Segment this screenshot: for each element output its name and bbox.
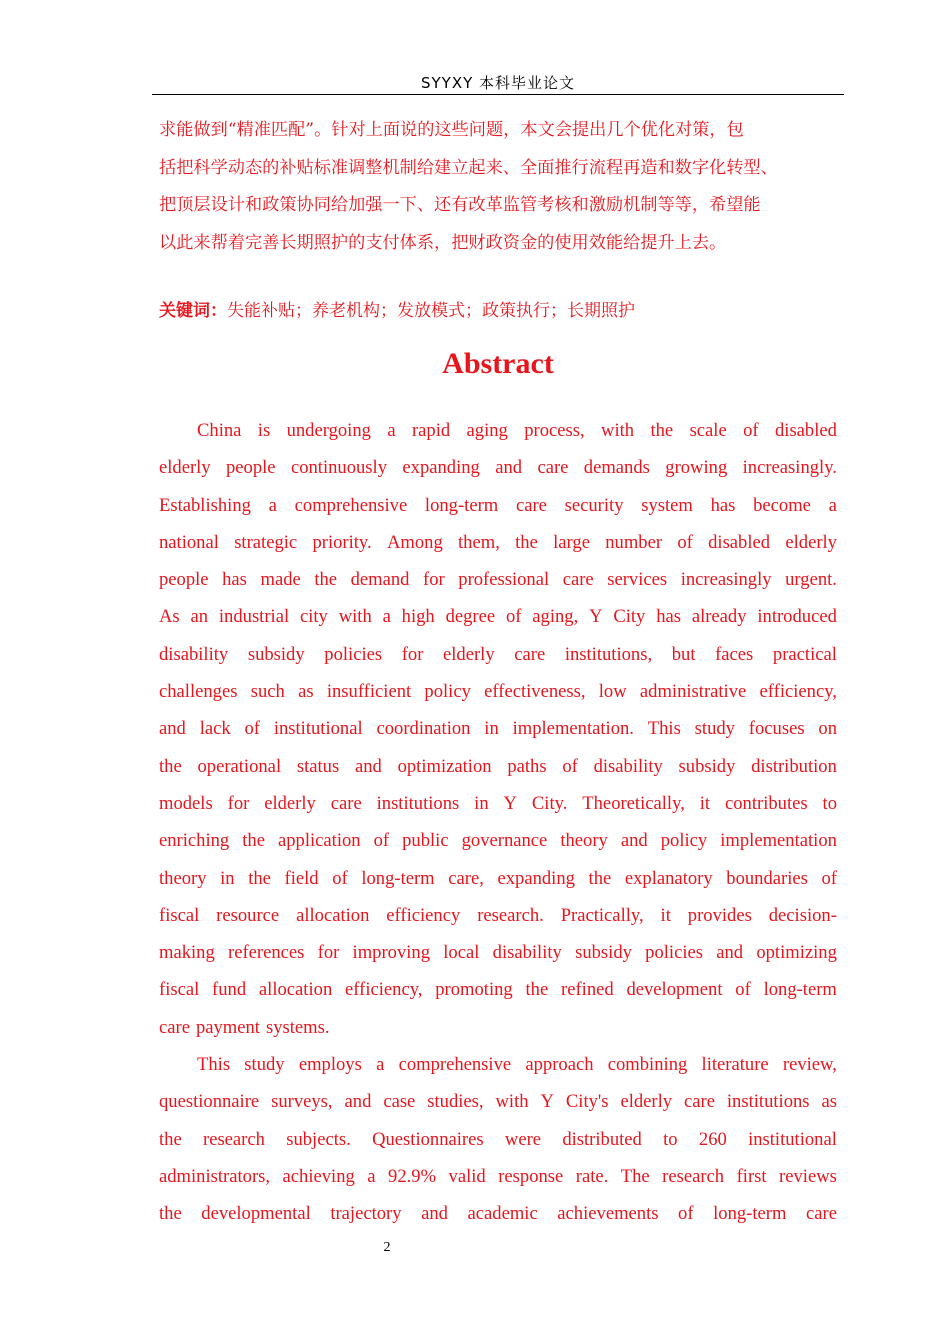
word: elderly [785, 531, 837, 553]
word: optimization [397, 755, 492, 777]
text-line [159, 897, 837, 934]
word: explanatory [624, 867, 713, 889]
text-line [159, 412, 837, 449]
word: elderly [620, 1091, 673, 1113]
word: number [605, 531, 663, 553]
text-line: 把顶层设计和政策协同给加强一下、还有改革监管考核和激励机制等等，希望能 [159, 195, 761, 215]
word: urgent. [785, 569, 837, 591]
word: expanding [402, 457, 480, 479]
keywords-line [159, 296, 635, 326]
word: systems. [265, 1016, 330, 1038]
word: long-term [424, 494, 499, 516]
word: demand [350, 569, 410, 591]
word: aging [466, 420, 508, 441]
word: it [660, 904, 671, 926]
word: for [423, 569, 445, 591]
word: already [691, 606, 747, 628]
word: of [821, 867, 837, 889]
text-line [159, 1158, 837, 1195]
word: research [662, 1165, 725, 1187]
word: governance [461, 830, 548, 852]
text-line [159, 971, 837, 1008]
text-line [159, 1195, 837, 1232]
word: rate. [575, 1165, 609, 1187]
text-line [159, 487, 837, 524]
word: efficiency, [345, 979, 423, 1001]
word: them, [458, 531, 500, 553]
word: policies [645, 942, 703, 964]
word: city [299, 606, 328, 628]
word: case [383, 1091, 416, 1113]
word: practical [772, 643, 837, 665]
word: contributes [725, 792, 808, 814]
text-line [159, 748, 837, 785]
word: of [735, 979, 751, 1001]
word: response [498, 1165, 564, 1187]
word: care [684, 1091, 715, 1113]
text-line [159, 1046, 837, 1083]
word: research [203, 1128, 265, 1150]
word: rapid [411, 420, 451, 441]
word: the [525, 979, 549, 1001]
word: with [495, 1091, 529, 1113]
word: implementation. [512, 718, 634, 740]
word: made [260, 569, 301, 591]
word: an [190, 606, 209, 628]
word: institutional [748, 1128, 837, 1150]
word: for [227, 792, 250, 814]
word: payment [195, 1016, 260, 1038]
word: institutions [376, 792, 460, 814]
word: implementation [720, 830, 837, 852]
text-line [159, 561, 837, 598]
text-line [159, 598, 837, 635]
word: the [314, 569, 338, 591]
word: theory [560, 830, 608, 852]
word: optimizing [756, 942, 837, 964]
word: This [197, 1054, 231, 1076]
word: administrative [639, 681, 747, 703]
word: strategic [234, 531, 298, 553]
text-line [159, 636, 837, 673]
keywords-label: 关键词： [159, 301, 227, 321]
word: approach [525, 1054, 594, 1076]
word: long-term [361, 867, 435, 889]
word: the [159, 1128, 182, 1150]
text-line [159, 673, 837, 710]
word: elderly [159, 457, 211, 479]
word: boundaries [726, 867, 808, 889]
word: study [244, 1054, 285, 1076]
word: the [159, 755, 182, 777]
running-header: SYYXY 本科毕业论文 [420, 74, 576, 92]
word: Theoretically, [582, 792, 685, 814]
word: improving [352, 942, 431, 964]
word: low [598, 681, 627, 703]
word: provides [687, 904, 752, 926]
word: the [515, 531, 538, 553]
word: increasingly. [742, 457, 837, 479]
word: field [284, 867, 319, 889]
word: Y [540, 1091, 554, 1113]
word: refined [561, 979, 614, 1001]
text-line [159, 822, 837, 859]
word: as [298, 681, 314, 703]
text-line [159, 860, 837, 897]
word: Practically, [560, 904, 644, 926]
word: system [641, 494, 693, 516]
word: first [736, 1165, 767, 1187]
word: theory [159, 867, 207, 889]
word: care [159, 1016, 190, 1038]
word: but [671, 643, 696, 665]
word: care, [448, 867, 484, 889]
word: trajectory [330, 1203, 402, 1225]
word: resource [216, 904, 280, 926]
word: disability [492, 942, 562, 964]
word: care [515, 494, 547, 516]
word: questionnaire [159, 1091, 260, 1113]
word: promoting [435, 979, 513, 1001]
word: City. [531, 792, 568, 814]
text-line [159, 710, 837, 747]
word: services [607, 569, 668, 591]
word: degree [445, 606, 496, 628]
word: policies [324, 643, 383, 665]
word: City [613, 606, 646, 628]
word: development [626, 979, 723, 1001]
word: City's [565, 1091, 609, 1113]
word: has [710, 494, 736, 516]
word: care [514, 643, 546, 665]
word: challenges [159, 681, 238, 703]
word: a [268, 494, 277, 516]
word: long-term [713, 1203, 787, 1225]
word: process, [524, 420, 585, 441]
word: allocation [258, 979, 333, 1001]
page-number: 2 [383, 1240, 391, 1255]
word: with [601, 420, 635, 441]
word: Y [503, 792, 517, 814]
word: increasingly [680, 569, 772, 591]
word: enriching [159, 830, 230, 852]
abstract-paragraph-2 [159, 1046, 837, 1232]
word: fiscal [159, 979, 200, 1001]
text-line [159, 1083, 837, 1120]
word: it [699, 792, 711, 814]
word: distribution [751, 755, 837, 777]
word: institutions, [564, 643, 653, 665]
word: literature [701, 1054, 769, 1076]
word: 260 [698, 1128, 727, 1150]
text-line: 求能做到“精准匹配”。针对上面说的这些问题，本文会提出几个优化对策，包 [159, 120, 744, 140]
word: undergoing [286, 420, 371, 441]
word: focuses [748, 718, 805, 740]
word: a [382, 606, 391, 628]
text-line [159, 1121, 837, 1158]
text-line: 括把科学动态的补贴标准调整机制给建立起来、全面推行流程再造和数字化转型、 [159, 157, 778, 178]
word: faces [715, 643, 754, 665]
word: institutional [273, 718, 363, 740]
word: the [248, 867, 271, 889]
word: models [159, 792, 213, 814]
word: industrial [218, 606, 290, 628]
word: local [443, 942, 480, 964]
word: scale [689, 420, 727, 441]
word: people [159, 569, 209, 591]
header-rule [152, 94, 844, 95]
word: As [159, 606, 180, 628]
word: has [656, 606, 681, 628]
word: national [159, 531, 219, 553]
word: academic [467, 1203, 538, 1225]
word: elderly [264, 792, 316, 814]
word: subsidy [678, 755, 736, 777]
word: growing [665, 457, 728, 479]
word: allocation [296, 904, 370, 926]
word: public [402, 830, 449, 852]
word: research. [477, 904, 544, 926]
word: China [197, 420, 242, 441]
word: achieving [282, 1165, 355, 1187]
word: aging, [532, 606, 579, 628]
chinese-abstract-paragraph [159, 112, 839, 262]
text-line [159, 1009, 837, 1046]
word: disabled [774, 420, 837, 441]
word: lack [199, 718, 231, 740]
word: study [694, 718, 735, 740]
word: efficiency [386, 904, 461, 926]
word: fiscal [159, 904, 200, 926]
word: Among [386, 531, 443, 553]
word: disability [159, 643, 229, 665]
word: high [401, 606, 435, 628]
word: and [495, 457, 523, 479]
word: care [537, 457, 569, 479]
word: a [367, 1165, 376, 1187]
word: of [373, 830, 390, 852]
word: in [474, 792, 489, 814]
word: reviews [779, 1165, 837, 1187]
word: and [716, 942, 744, 964]
word: review, [782, 1054, 837, 1076]
abstract-paragraph-1 [159, 412, 837, 1046]
word: in [484, 718, 499, 740]
word: expanding [497, 867, 575, 889]
word: large [553, 531, 590, 553]
word: disabled [708, 531, 771, 553]
word: on [818, 718, 837, 740]
word: and [354, 755, 382, 777]
word: has [222, 569, 247, 591]
word: elderly [443, 643, 495, 665]
word: to [663, 1128, 678, 1150]
text-line [159, 934, 837, 971]
word: of [332, 867, 348, 889]
word: with [338, 606, 372, 628]
word: of [678, 1203, 694, 1225]
word: efficiency, [759, 681, 837, 703]
word: policy [424, 681, 471, 703]
word: references [228, 942, 305, 964]
keywords-text: 失能补贴；养老机构；发放模式；政策执行；长期照护 [227, 301, 635, 321]
word: insufficient [326, 681, 412, 703]
word: a [828, 494, 837, 516]
word: the [650, 420, 674, 441]
word: decision- [768, 904, 837, 926]
word: effectiveness, [484, 681, 586, 703]
word: of [743, 420, 759, 441]
word: continuously [290, 457, 388, 479]
word: introduced [757, 606, 837, 628]
word: and [344, 1091, 372, 1113]
word: the [159, 1203, 182, 1225]
word: studies, [427, 1091, 484, 1113]
word: of [244, 718, 260, 740]
word: a [387, 420, 396, 441]
word: policy [660, 830, 708, 852]
text-line: 以此来帮着完善长期照护的支付体系，把财政资金的使用效能给提升上去。 [159, 232, 727, 253]
abstract-heading: Abstract [442, 347, 554, 380]
word: making [159, 942, 215, 964]
word: of [505, 606, 522, 628]
word: paths [507, 755, 547, 777]
english-abstract-body [159, 412, 837, 1233]
word: and [159, 718, 186, 740]
word: administrators, [159, 1165, 271, 1187]
word: become [753, 494, 811, 516]
word: such [250, 681, 285, 703]
word: in [220, 867, 235, 889]
word: subjects. [286, 1128, 351, 1150]
word: employs [298, 1054, 362, 1076]
word: comprehensive [398, 1054, 512, 1076]
word: comprehensive [294, 494, 408, 516]
word: developmental [201, 1203, 311, 1225]
word: of [677, 531, 693, 553]
word: status [296, 755, 340, 777]
text-line [159, 524, 837, 561]
word: for [317, 942, 340, 964]
word: care [330, 792, 362, 814]
word: Establishing [159, 494, 251, 516]
word: were [504, 1128, 542, 1150]
word: care [562, 569, 594, 591]
word: professional [458, 569, 550, 591]
word: operational [197, 755, 282, 777]
word: for [401, 643, 424, 665]
word: and [620, 830, 648, 852]
word: long-term [763, 979, 837, 1001]
word: security [564, 494, 624, 516]
word: as [821, 1091, 837, 1113]
word: application [277, 830, 361, 852]
word: the [588, 867, 612, 889]
word: a [376, 1054, 385, 1076]
word: achievements [557, 1203, 659, 1225]
word: disability [593, 755, 663, 777]
word: people [226, 457, 276, 479]
word: is [257, 420, 271, 441]
word: combining [607, 1054, 688, 1076]
word: 92.9% [388, 1165, 437, 1187]
word: subsidy [247, 643, 305, 665]
word: the [242, 830, 265, 852]
word: Questionnaires [372, 1128, 484, 1150]
word: valid [448, 1165, 486, 1187]
word: demands [583, 457, 650, 479]
word: and [421, 1203, 448, 1225]
word: The [620, 1165, 650, 1187]
word: subsidy [575, 942, 632, 964]
word: care [806, 1203, 837, 1225]
word: fund [212, 979, 247, 1001]
word: of [562, 755, 578, 777]
word: Y [589, 606, 603, 628]
word: surveys, [271, 1091, 333, 1113]
text-line [159, 449, 837, 486]
word: institutions [726, 1091, 810, 1113]
word: priority. [312, 531, 372, 553]
text-line [159, 785, 837, 822]
word: to [822, 792, 837, 814]
word: distributed [562, 1128, 642, 1150]
word: This [647, 718, 681, 740]
word: coordination [376, 718, 471, 740]
